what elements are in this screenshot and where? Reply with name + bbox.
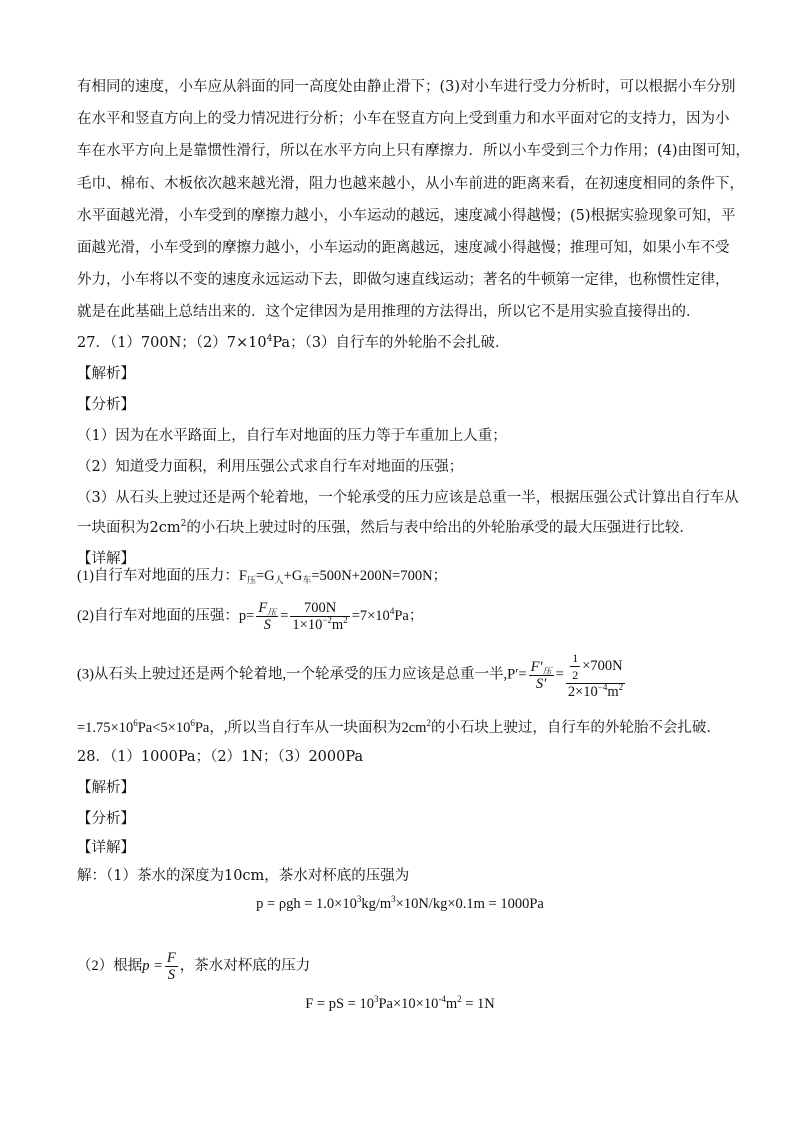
formula-force: F = pS = $10^3Pa\times 10\times 10^{-4}m^2 = 1N$ (305, 994, 495, 1012)
analysis-line: （3）从石头上驶过还是两个轮着地，一个轮承受的压力应该是总重一半，根据压强公式计算出自行车从 (77, 490, 739, 506)
section-fenxi: 【分析】 (77, 811, 135, 827)
fraction-700n: $\frac{700N}{1\times 10^{-2}m^2}$ (292, 600, 348, 634)
analysis-line: （1）因为在水平路面上，自行车对地面的压力等于车重加上人重； (77, 428, 507, 444)
q28-answer: 28．（1）1000Pa；（2）1N；（3）2000Pa (77, 749, 364, 765)
section-jiexi: 【解析】 (77, 780, 135, 796)
fraction-half-700n: $\frac{1}{2}$ ×700N $2\times 10^{-4}m^2$ (567, 651, 624, 700)
text-line: 在水平和竖直方向上的受力情况进行分析；小车在竖直方向上受到重力和水平面对它的支持力，因为小 (77, 111, 730, 127)
solution-line: 解：（1）茶水的深度为10cm，茶水对杯底的压强为 (77, 868, 410, 884)
detail-line-4: $=1.75\times 10^6Pa<5\times 10^6Pa$，,所以当自行车从一块面积为$2cm^2$的小石块上驶过，自行车的外轮胎不会扎破． (77, 718, 721, 736)
section-xiangjie: 【详解】 (77, 840, 135, 856)
text-line: 外力，小车将以不变的速度永远运动下去，即做匀速直线运动；著名的牛顿第一定律，也称惯性定律， (77, 272, 730, 288)
analysis-line: 一块面积为$2cm^2$的小石块上驶过时的压强，然后与表中给出的外轮胎承受的最大压强进行比较． (77, 519, 694, 536)
text-line: 面越光滑，小车受到的摩擦力越小，小车运动的距离越远，速度减小得越慢；推理可知，如果小车不受 (77, 240, 730, 256)
text-line: 车在水平方向上是靠惯性滑行，所以在水平方向上只有摩擦力．所以小车受到三个力作用；(4)由图可知， (77, 143, 751, 159)
fraction-f-over-s: $\frac{F}{S}$ (166, 950, 176, 984)
fraction-f-prime: $\frac{F'_压}{S'}$ (530, 658, 552, 692)
detail-line-2: (2)自行车对地面的压强：p= $\frac{F_压}{S}$ = $\frac{700N}{1\times 10^{-2}m^2}$ $=7\times 10^4Pa$； (77, 600, 424, 634)
detail-line-3: (3)从石头上驶过还是两个轮着地,一个轮承受的压力应该是总重一半,P′= $\frac{F'_压}{S'}$ = $\frac{1}{2}$ ×700N $2\times 10^{-4}m^2$ (77, 651, 624, 700)
detail-line-1: (1)自行车对地面的压力：$F_压=G_人+G_车=500N+200N=700N$； (77, 568, 448, 585)
formula-pressure: $p = \rho gh = 1.0\times 10^3kg/m^3\times 10N/kg\times 0.1m = 1000Pa$ (256, 894, 544, 912)
text-line: 就是在此基础上总结出来的．这个定律因为是用推理的方法得出，所以它不是用实验直接得出的． (77, 304, 701, 320)
solution-line-2: （2）根据p = $\frac{F}{S}$ ，茶水对杯底的压力 (77, 950, 311, 984)
section-jiexi: 【解析】 (77, 366, 135, 382)
analysis-line: （2）知道受力面积，利用压强公式求自行车对地面的压强； (77, 459, 464, 475)
section-xiangjie: 【详解】 (77, 551, 135, 567)
text-line: 毛巾、棉布、木板依次越来越光滑，阻力也越来越小，从小车前进的距离来看，在初速度相同的条件下， (77, 176, 744, 192)
section-fenxi: 【分析】 (77, 397, 135, 413)
text-line: 水平面越光滑，小车受到的摩擦力越小，小车运动的越远，速度减小得越慢；(5)根据实验现象可知，平 (77, 208, 736, 224)
text-line: 有相同的速度，小车应从斜面的同一高度处由静止滑下；(3)对小车进行受力分析时，可以根据小车分别 (77, 79, 736, 95)
q27-answer: 27．（1）700N；$(2)7\times 10^4Pa$；（3）自行车的外轮胎不会扎破． (77, 334, 510, 351)
fraction-f-over-s: $\frac{F_压}{S}$ (258, 600, 277, 634)
